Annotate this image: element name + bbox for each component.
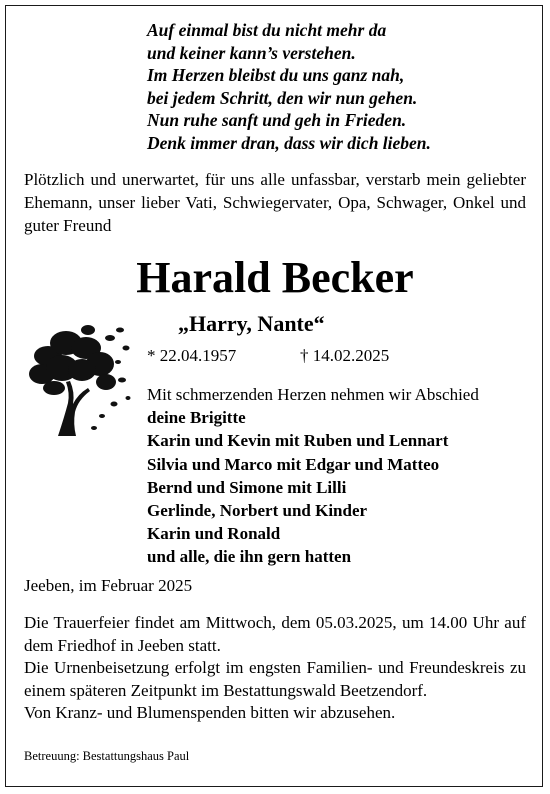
deceased-nickname: „Harry, Nante“ — [178, 311, 325, 336]
birth-date: * 22.04.1957 — [147, 346, 237, 365]
poem-line: Denk immer dran, dass wir dich lieben. — [147, 132, 431, 153]
mourner-line: Karin und Ronald — [147, 524, 281, 544]
funeral-service-note: Die Trauerfeier findet am Mittwoch, dem 05.03.2025, um 14.00 Uhr auf dem Friedhof in Jeeben statt. — [24, 613, 526, 655]
funeral-home-credit: Betreuung: Bestattungshaus Paul — [24, 749, 190, 763]
mourner-line: deine Brigitte — [147, 408, 246, 428]
deceased-name: Harald Becker — [136, 253, 414, 302]
tree-with-falling-leaves-icon — [18, 308, 143, 438]
poem — [147, 19, 527, 154]
urn-burial-note: Die Urnenbeisetzung erfolgt im engsten Familien- und Freundeskreis zu einem späteren Zeitpunkt im Bestattungswald Beetzendorf. — [24, 658, 526, 700]
mourners-intro: Mit schmerzenden Herzen nehmen wir Abschied — [147, 385, 479, 404]
poem-line: und keiner kann’s verstehen. — [147, 42, 356, 63]
poem-line: Nun ruhe sanft und geh in Frieden. — [147, 110, 407, 130]
mourner-line: Gerlinde, Norbert und Kinder — [147, 501, 368, 521]
poem-line: Auf einmal bist du nicht mehr da — [147, 20, 387, 40]
death-announcement-text: Plötzlich und unerwartet, für uns alle unfassbar, verstarb mein geliebter Ehemann, unser lieber Vati, Schwiegervater, Opa, Schwager, Onkel und guter Freund — [24, 170, 526, 235]
poem-line: bei jedem Schritt, den wir nun gehen. — [147, 87, 418, 108]
flowers-note: Von Kranz- und Blumenspenden bitten wir abzusehen. — [24, 703, 396, 722]
place-and-date: Jeeben, im Februar 2025 — [24, 576, 193, 595]
mourners-list — [147, 383, 532, 569]
mourner-line: Karin und Kevin mit Ruben und Lennart — [147, 431, 449, 451]
death-date: † 14.02.2025 — [300, 346, 390, 365]
mourner-line: Bernd und Simone mit Lilli — [147, 477, 347, 497]
mourner-line: Silvia und Marco mit Edgar und Matteo — [147, 454, 440, 474]
poem-line: Im Herzen bleibst du uns ganz nah, — [147, 65, 405, 85]
mourner-line: und alle, die ihn gern hatten — [147, 547, 352, 567]
funeral-notes — [24, 612, 526, 725]
